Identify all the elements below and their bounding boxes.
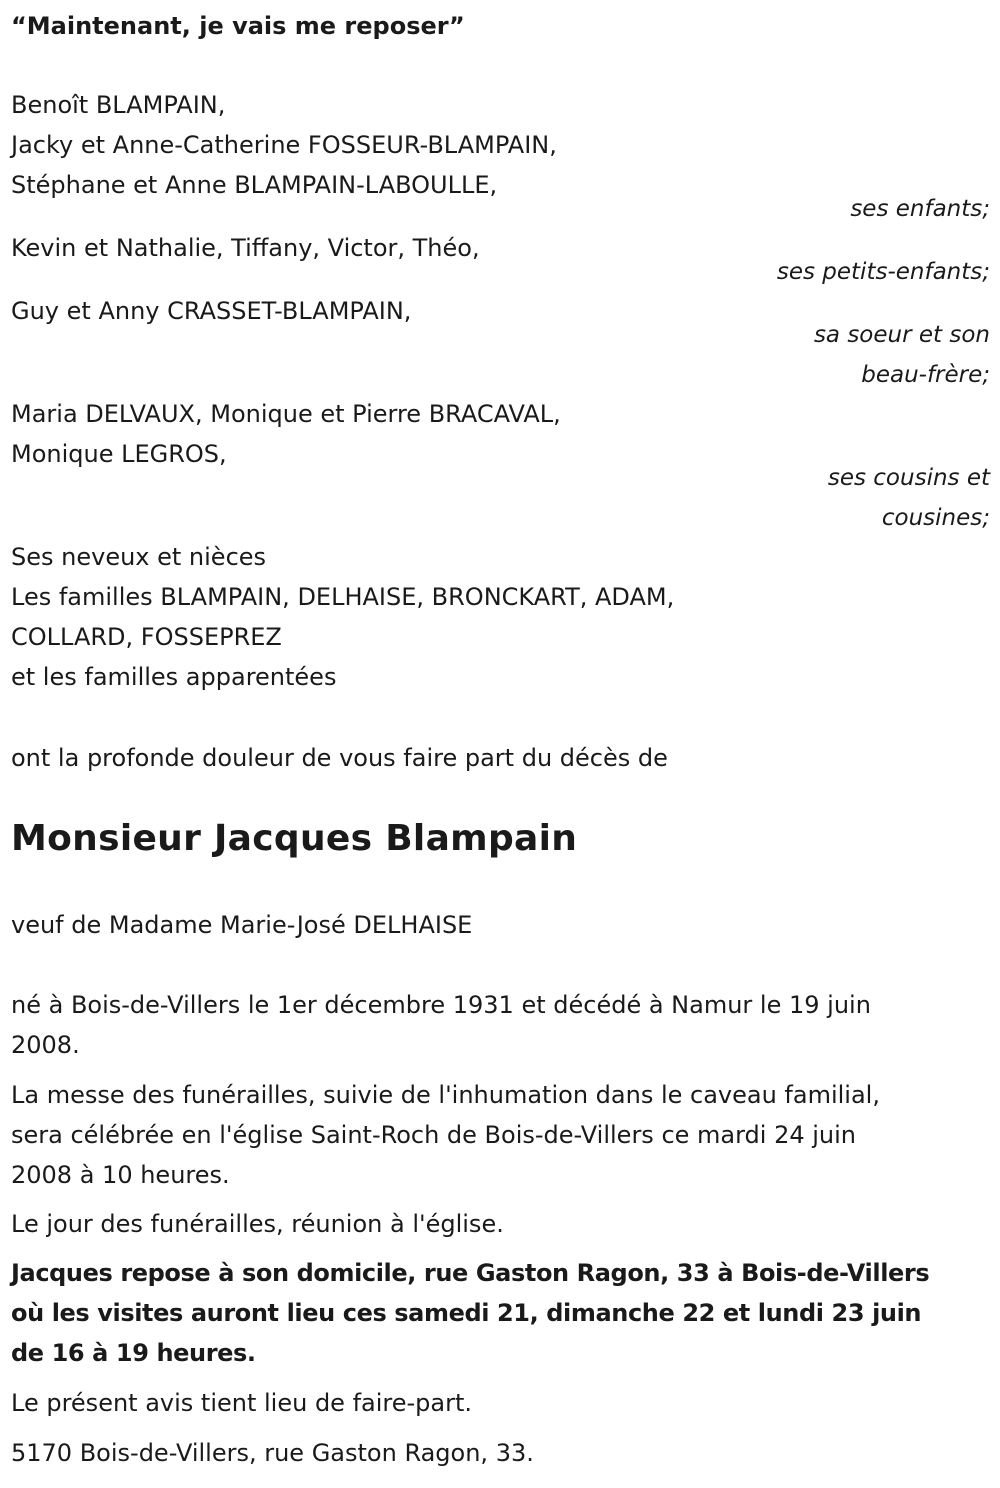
- relation-cousins: [828, 458, 990, 538]
- name-line: Guy et Anny CRASSET-BLAMPAIN,: [11, 297, 412, 325]
- reunion: Le jour des funérailles, réunion à l'église.: [11, 1210, 504, 1238]
- text-line: de 16 à 19 heures.: [11, 1339, 256, 1367]
- name-line: Monique LEGROS,: [11, 440, 227, 468]
- name-line: Maria DELVAUX, Monique et Pierre BRACAVAL,: [11, 400, 561, 428]
- text-line: né à Bois-de-Villers le 1er décembre 1931 et décédé à Namur le 19 juin: [11, 991, 871, 1019]
- widower-of: veuf de Madame Marie-José DELHAISE: [11, 911, 473, 939]
- relation-line: beau-frère;: [861, 362, 990, 388]
- grandchildren-names: [11, 228, 480, 268]
- text-line: La messe des funérailles, suivie de l'inhumation dans le caveau familial,: [11, 1081, 880, 1109]
- children-names: [11, 85, 557, 205]
- name-line: Kevin et Nathalie, Tiffany, Victor, Théo,: [11, 234, 480, 262]
- name-line: Benoît BLAMPAIN,: [11, 91, 226, 119]
- text-line: Jacques repose à son domicile, rue Gaston Ragon, 33 à Bois-de-Villers: [11, 1259, 930, 1287]
- families-list: [11, 537, 674, 697]
- text-line: 2008.: [11, 1031, 80, 1059]
- relation-line: sa soeur et son: [813, 322, 990, 348]
- family-line: et les familles apparentées: [11, 663, 337, 691]
- name-line: Jacky et Anne-Catherine FOSSEUR-BLAMPAIN,: [11, 131, 557, 159]
- relation-grandchildren: ses petits-enfants;: [776, 259, 990, 285]
- text-line: 2008 à 10 heures.: [11, 1161, 230, 1189]
- relation-sibling: [814, 315, 990, 395]
- announcement: ont la profonde douleur de vous faire part du décès de: [11, 744, 668, 772]
- address: 5170 Bois-de-Villers, rue Gaston Ragon, 33.: [11, 1439, 534, 1467]
- funeral-mass: [11, 1075, 880, 1195]
- quote: “Maintenant, je vais me reposer”: [11, 12, 465, 40]
- deceased-name: Monsieur Jacques Blampain: [11, 818, 578, 859]
- sibling-names: [11, 291, 411, 331]
- relation-children: ses enfants;: [850, 196, 990, 222]
- birth-death: [11, 985, 871, 1065]
- visits: [11, 1253, 929, 1373]
- cousins-names: [11, 394, 561, 474]
- family-line: Les familles BLAMPAIN, DELHAISE, BRONCKART, ADAM,: [11, 583, 675, 611]
- family-line: Ses neveux et nièces: [11, 543, 267, 571]
- notice: Le présent avis tient lieu de faire-part.: [11, 1389, 473, 1417]
- name-line: Stéphane et Anne BLAMPAIN-LABOULLE,: [11, 171, 498, 199]
- family-line: COLLARD, FOSSEPREZ: [11, 623, 282, 651]
- text-line: sera célébrée en l'église Saint-Roch de Bois-de-Villers ce mardi 24 juin: [11, 1121, 857, 1149]
- text-line: où les visites auront lieu ces samedi 21, dimanche 22 et lundi 23 juin: [11, 1299, 922, 1327]
- relation-line: ses cousins et: [827, 465, 990, 491]
- relation-line: cousines;: [881, 505, 990, 531]
